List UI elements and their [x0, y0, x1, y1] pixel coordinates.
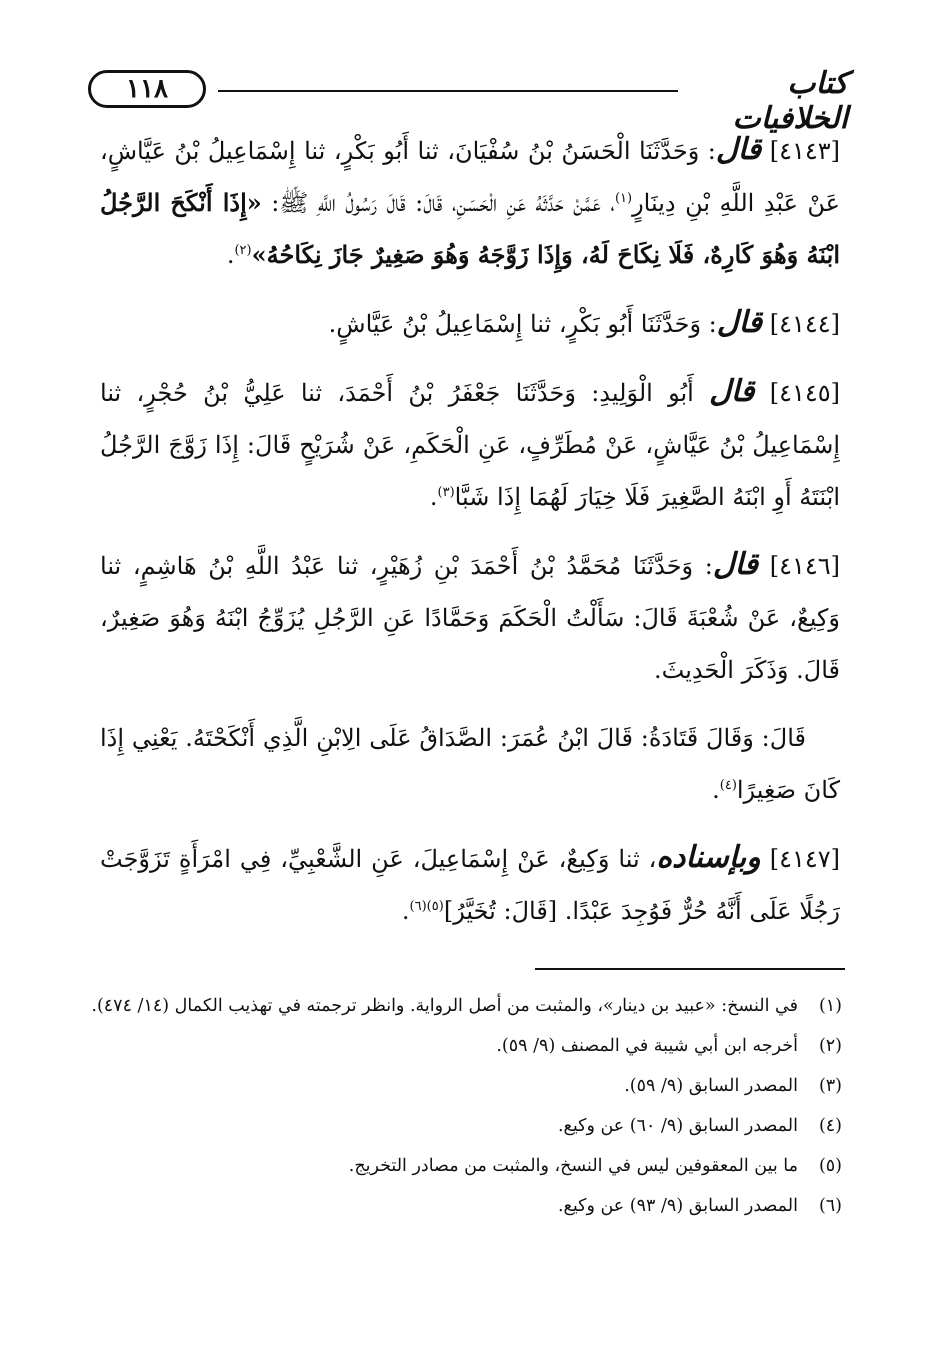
- paragraph-text: ، عَمَّنْ حَدَّثَهُ عَنِ الْحَسَنِ، قَالَ: قَالَ رَسُولُ اللَّهِ ﷺ:: [261, 189, 615, 217]
- qal-heading: قال: [716, 305, 763, 340]
- qal-heading: قال: [709, 374, 755, 409]
- footnote-number: (١): [818, 996, 842, 1016]
- footnote-text: في النسخ: «عبيد بن دينار»، والمثبت من أصل الرواية. وانظر ترجمته في تهذيب الكمال (١٤/ ٤٧٤).: [91, 996, 798, 1016]
- hadith-number: [٤١٤٧]: [769, 845, 841, 873]
- page-number: ١١٨: [126, 74, 168, 104]
- paragraph-text: : وَحَدَّثَنَا الْحَسَنُ بْنُ سُفْيَانَ، ثنا أَبُو بَكْرٍ، ثنا إِسْمَاعِيلُ بْنُ عَيَّاشٍ، عَنْ عَبْدِ اللَّهِ بْنِ دِينَارٍ: [100, 137, 840, 217]
- paragraph-text: ، ثنا وَكِيعٌ، عَنْ إِسْمَاعِيلَ، عَنِ الشَّعْبِيِّ، فِي امْرَأَةٍ تَزَوَّجَتْ رَجُلًا عَلَى أَنَّهُ حُرٌّ فَوُجِدَ عَبْدًا. [قَالَ: تُخَيَّرُ]: [100, 845, 840, 925]
- paragraph-4145: [100, 366, 840, 523]
- isnad-heading: وبإسناده: [656, 840, 761, 875]
- paragraph-4147: [100, 832, 840, 937]
- footnote-separator: [535, 968, 845, 970]
- footnote-text: أخرجه ابن أبي شيبة في المصنف (٩/ ٥٩).: [496, 1036, 798, 1056]
- footnote-5: [90, 1152, 842, 1180]
- paragraph-text: أَبُو الْوَلِيدِ: وَحَدَّثَنَا جَعْفَرُ بْنُ أَحْمَدَ، ثنا عَلِيُّ بْنُ حُجْرٍ، ثنا إِسْمَاعِيلُ بْنُ عَيَّاشٍ، عَنْ مُطَرِّفٍ، عَنِ الْحَكَمِ، عَنْ شُرَيْحٍ قَالَ: إِذَا زَوَّجَ الرَّجُلُ ابْنَتَهُ أَوِ ابْنَهُ الصَّغِيرَ فَلَا خِيَارَ لَهُمَا إِذَا شَبَّا: [100, 379, 840, 511]
- paragraph-end: .: [226, 241, 235, 269]
- footnote-marker[interactable]: (٤): [719, 778, 737, 793]
- book-title: كتاب الخلافيات: [732, 66, 848, 136]
- footnote-text: ما بين المعقوفين ليس في النسخ، والمثبت من مصادر التخريج.: [348, 1156, 798, 1176]
- paragraph-qatada: [100, 712, 840, 816]
- qal-heading: قال: [715, 132, 762, 167]
- page-header: [88, 60, 848, 136]
- footnote-1: [90, 992, 842, 1020]
- hadith-number: [٤١٤٦]: [769, 552, 840, 580]
- footnote-number: (٥): [818, 1156, 842, 1176]
- paragraph-text: قَالَ: وَقَالَ قَتَادَةُ: قَالَ ابْنُ عُمَرَ: الصَّدَاقُ عَلَى الِابْنِ الَّذِي أَنْكَحْتَهُ. يَعْنِي إِذَا كَانَ صَغِيرًا: [100, 724, 840, 804]
- hadith-number: [٤١٤٥]: [769, 379, 840, 407]
- footnote-text: المصدر السابق (٩/ ٩٣) عن وكيع.: [557, 1196, 798, 1216]
- footnote-text: المصدر السابق (٩/ ٥٩).: [624, 1076, 798, 1096]
- paragraph-end: .: [429, 483, 438, 511]
- paragraph-4144: [100, 297, 840, 350]
- footnote-text: المصدر السابق (٩/ ٦٠) عن وكيع.: [557, 1116, 798, 1136]
- paragraph-text: : وَحَدَّثَنَا أَبُو بَكْرٍ، ثنا إِسْمَاعِيلُ بْنُ عَيَّاشٍ.: [328, 310, 717, 338]
- footnote-number: (٢): [818, 1036, 842, 1056]
- qal-heading: قال: [712, 547, 759, 582]
- paragraph-end: .: [401, 897, 410, 925]
- footnote-number: (٣): [818, 1076, 842, 1096]
- footnotes: [90, 992, 842, 1232]
- paragraph-4146: [100, 539, 840, 696]
- hadith-number: [٤١٤٣]: [769, 137, 840, 165]
- header-rule: [218, 90, 678, 92]
- paragraph-text: : وَحَدَّثَنَا مُحَمَّدُ بْنُ أَحْمَدَ بْنِ زُهَيْرٍ، ثنا عَبْدُ اللَّهِ بْنُ هَاشِمٍ، ثنا وَكِيعٌ، عَنْ شُعْبَةَ قَالَ: سَأَلْتُ الْحَكَمَ وَحَمَّادًا عَنِ الرَّجُلِ يُزَوِّجُ ابْنَهُ وَهُوَ صَغِيرٌ، قَالَ. وَذَكَرَ الْحَدِيثَ.: [100, 552, 840, 684]
- footnote-4: [90, 1112, 842, 1140]
- paragraph-4143: [100, 124, 840, 281]
- footnote-marker[interactable]: (١): [614, 191, 633, 206]
- paragraph-end: .: [712, 776, 720, 804]
- footnote-marker[interactable]: (٢): [234, 243, 252, 258]
- footnote-6: [90, 1192, 842, 1220]
- footnote-number: (٦): [818, 1196, 842, 1216]
- footnote-number: (٤): [818, 1116, 842, 1136]
- footnote-marker[interactable]: (٣): [437, 485, 455, 500]
- footnote-marker[interactable]: (٥)(٦): [409, 899, 444, 914]
- page-number-badge: [88, 70, 206, 108]
- hadith-quote: «إِذَا أَنْكَحَ الرَّجُلُ ابْنَهُ وَهُوَ كَارِهٌ، فَلَا نِكَاحَ لَهُ، وَإِذَا زَوَّجَهُ وَهُوَ صَغِيرٌ جَازَ نِكَاحُهُ»: [100, 188, 840, 269]
- hadith-number: [٤١٤٤]: [769, 310, 840, 338]
- footnote-2: [90, 1032, 842, 1060]
- footnote-3: [90, 1072, 842, 1100]
- main-text: [100, 124, 840, 953]
